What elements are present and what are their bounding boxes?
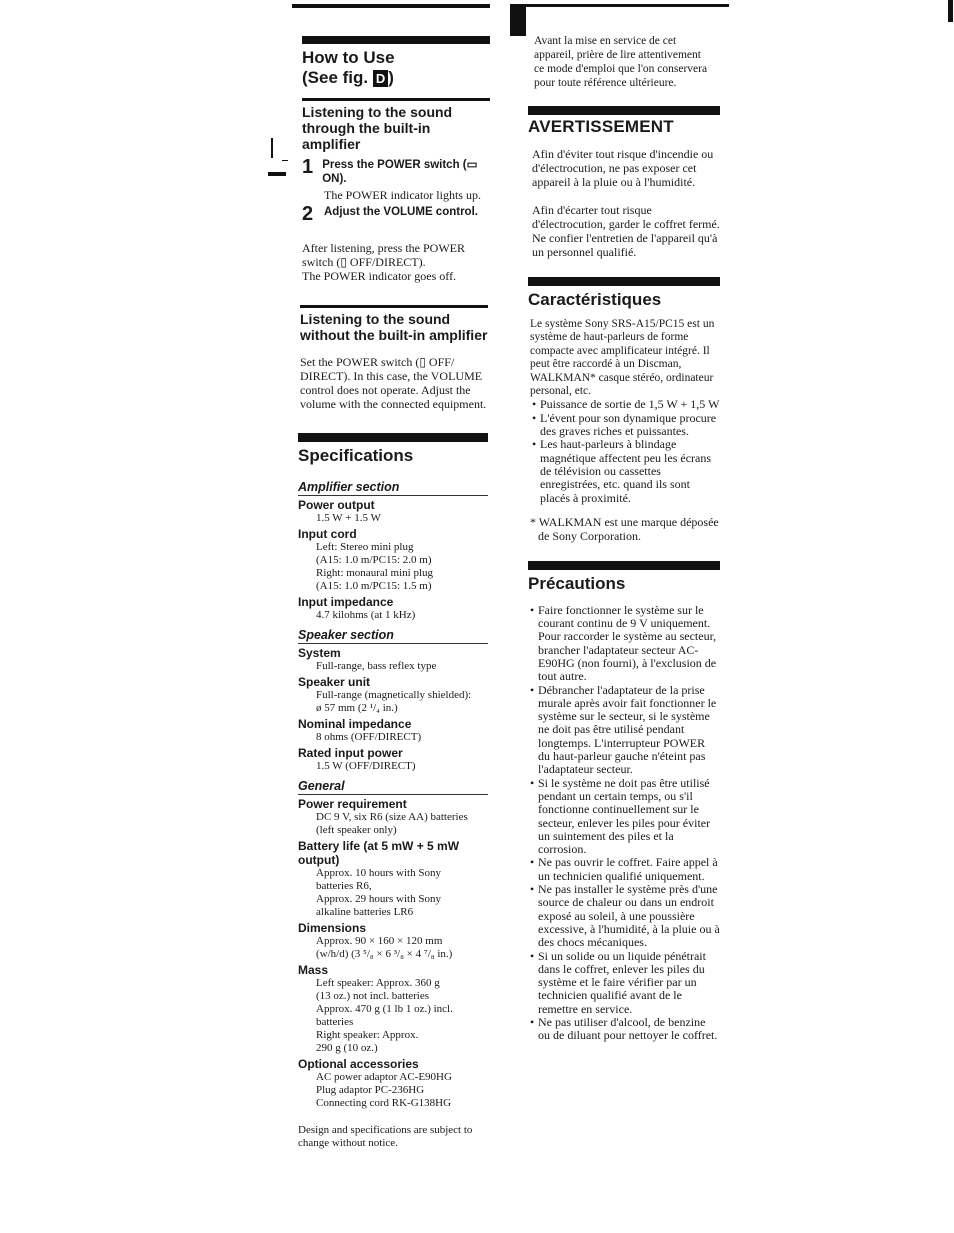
left-column: [292, 4, 492, 1150]
caracteristiques-bar: [528, 277, 720, 286]
precautions-list: [528, 604, 720, 1043]
how-to-use-title: [302, 48, 490, 88]
right-top-rule: [510, 4, 729, 7]
caracteristiques-list: [530, 398, 720, 504]
list-item: • L'évent pour son dynamique procure des graves riches et puissantes.: [530, 412, 720, 439]
walkman-footnote: * WALKMAN est une marque déposée de Sony Corporation.: [530, 514, 719, 543]
speaker-unit-label: Speaker unit: [298, 675, 371, 689]
precautions-section: [528, 561, 720, 1043]
input-impedance-value: 4.7 kilohms (at 1 kHz): [316, 609, 416, 621]
power-output-label: Power output: [298, 498, 375, 512]
power-requirement-label: Power requirement: [298, 797, 407, 811]
input-cord-label: Input cord: [298, 527, 357, 541]
rated-input-value: 1.5 W (OFF/DIRECT): [316, 760, 416, 772]
step-1-text: Press the POWER switch (▭ ON).: [322, 159, 478, 185]
margin-dash-small: [282, 160, 288, 161]
speaker-section-heading: Speaker section: [298, 628, 488, 644]
right-column: [528, 34, 720, 1043]
how-to-use-section: [302, 36, 490, 283]
subsection-rule-2: [300, 305, 488, 308]
step-2-number: 2: [302, 203, 314, 225]
list-item: • Puissance de sortie de 1,5 W + 1,5 W: [530, 398, 720, 411]
title-line2: (See fig. D ): [302, 68, 394, 87]
fig-badge: D: [373, 70, 388, 87]
avertissement-p2: Afin d'écarter tout risque d'électrocution, garder le coffret fermé. Ne confier l'entretien de l'appareil qu'à un personnel qualifié.: [532, 203, 720, 259]
system-label: System: [298, 646, 341, 660]
list-item: • Faire fonctionner le système sur le courant continu de 9 V uniquement. Pour raccorder le système au secteur, brancher l'adaptateur secteur AC-E90HG (non fourni), à l'exclusion de tout autre.: [528, 604, 720, 684]
avertissement-section: [528, 106, 720, 259]
intro-text: Avant la mise en service de cet appareil, prière de lire attentivement ce mode d'emploi que l'on conservera pour toute référence ultérieure.: [534, 35, 708, 89]
dimensions-label: Dimensions: [298, 921, 367, 935]
step-2-text: Adjust the VOLUME control.: [324, 206, 478, 218]
step-2: [302, 205, 490, 223]
after-listening-text: After listening, press the POWER switch (▯ OFF/DIRECT). The POWER indicator goes off.: [302, 241, 465, 283]
power-output-value: 1.5 W + 1.5 W: [316, 512, 381, 524]
section2-title: Listening to the sound without the built-in amplifier: [300, 311, 488, 343]
subsection-rule: [302, 98, 490, 101]
amplifier-section-heading: Amplifier section: [298, 480, 488, 496]
input-impedance-label: Input impedance: [298, 595, 394, 609]
step-1-detail: The POWER indicator lights up.: [324, 188, 481, 202]
spec-bar: [298, 433, 488, 442]
precautions-title: Précautions: [528, 573, 626, 593]
page-edge-mark: [948, 0, 953, 22]
avertissement-p1: Afin d'éviter tout risque d'incendie ou d'électrocution, ne pas exposer cet appareil à la pluie ou à l'humidité.: [532, 147, 714, 189]
spec-footer-note: Design and specifications are subject to change without notice.: [298, 1124, 473, 1149]
list-item: • Ne pas installer le système près d'une source de chaleur ou dans un endroit exposé au soleil, à une poussière excessive, à l'humidité, à la pluie ou à des chocs mécaniques.: [528, 883, 720, 949]
step-1-number: 1: [302, 156, 314, 178]
general-heading: General: [298, 779, 488, 795]
top-rule: [292, 4, 490, 8]
caracteristiques-intro: Le système Sony SRS-A15/PC15 est un système de haut-parleurs de forme compacte avec amplificateur intégré. Il peut être raccordé à un Discman, WALKMAN* casque stéréo, ordinateur personal, etc.: [530, 318, 715, 398]
list-item: • Les haut-parleurs à blindage magnétique affectent peu les écrans de télévision ou cassettes enregistrées, etc. quand ils sont placés à proximité.: [530, 438, 720, 504]
system-value: Full-range, bass reflex type: [316, 660, 437, 672]
avertissement-bar: [528, 106, 720, 115]
input-cord-value: Left: Stereo mini plug (A15: 1.0 m/PC15: 2.0 m) Right: monaural mini plug (A15: 1.0 m/PC15: 1.5 m): [316, 541, 434, 592]
caracteristiques-section: [528, 277, 720, 543]
precautions-bar: [528, 561, 720, 570]
list-item: • Ne pas utiliser d'alcool, de benzine ou de diluant pour nettoyer le coffret.: [528, 1016, 720, 1043]
section2: [300, 305, 488, 411]
title-line1: How to Use: [302, 48, 395, 67]
specifications-section: [298, 433, 488, 1150]
mass-label: Mass: [298, 963, 329, 977]
nominal-impedance-value: 8 ohms (OFF/DIRECT): [316, 731, 422, 743]
avertissement-title: AVERTISSEMENT: [528, 117, 674, 136]
section-bar: [302, 36, 490, 44]
dimensions-value: Approx. 90 × 160 × 120 mm (w/h/d) (3 ⁵/₈ × 6 ³/₈ × 4 ⁷/₈ in.): [316, 935, 453, 960]
margin-tick: [271, 138, 273, 158]
battery-life-label: Battery life (at 5 mW + 5 mW output): [298, 839, 460, 867]
rated-input-label: Rated input power: [298, 746, 403, 760]
mass-value: Left speaker: Approx. 360 g (13 oz.) not incl. batteries Approx. 470 g (1 lb 1 oz.) incl. batteries Right speaker: Approx. 290 g (10 oz.): [316, 977, 453, 1054]
margin-dash: [268, 172, 286, 176]
specifications-title: Specifications: [298, 446, 414, 465]
list-item: • Si un solide ou un liquide pénétrait dans le coffret, enlever les piles du système et le faire vérifier par un technicien qualifié avant de le remettre en service.: [528, 950, 720, 1016]
nominal-impedance-label: Nominal impedance: [298, 717, 412, 731]
optional-accessories-value: AC power adaptor AC-E90HG Plug adaptor PC-236HG Connecting cord RK-G138HG: [316, 1071, 452, 1109]
section2-text: Set the POWER switch (▯ OFF/ DIRECT). In this case, the VOLUME control does not operate. Adjust the volume with the connected equipment.: [300, 355, 487, 411]
right-black-block: [510, 4, 526, 36]
optional-accessories-label: Optional accessories: [298, 1057, 419, 1071]
list-item: • Débrancher l'adaptateur de la prise murale après avoir fait fonctionner le système sur le secteur, si le système ne doit pas être utilisé pendant longtemps. L'interrupteur POWER du haut-parleur gauche n'éteint pas l'adaptateur secteur.: [528, 684, 720, 777]
speaker-unit-value: Full-range (magnetically shielded): ø 57 mm (2 ¹/₄ in.): [316, 689, 472, 714]
list-item: • Si le système ne doit pas être utilisé pendant un certain temps, ou s'il fonctionne continuellement sur le secteur, enlever les piles pour éviter un suintement des piles et la corrosion.: [528, 777, 720, 857]
battery-life-value: Approx. 10 hours with Sony batteries R6, Approx. 29 hours with Sony alkaline batteries LR6: [316, 867, 441, 918]
caracteristiques-title: Caractéristiques: [528, 290, 662, 309]
step-1: [302, 158, 490, 186]
power-requirement-value: DC 9 V, six R6 (size AA) batteries (left speaker only): [316, 811, 468, 836]
list-item: • Ne pas ouvrir le coffret. Faire appel à un technicien qualifié uniquement.: [528, 856, 720, 883]
section1-title: Listening to the sound through the built-in amplifier: [302, 104, 453, 152]
